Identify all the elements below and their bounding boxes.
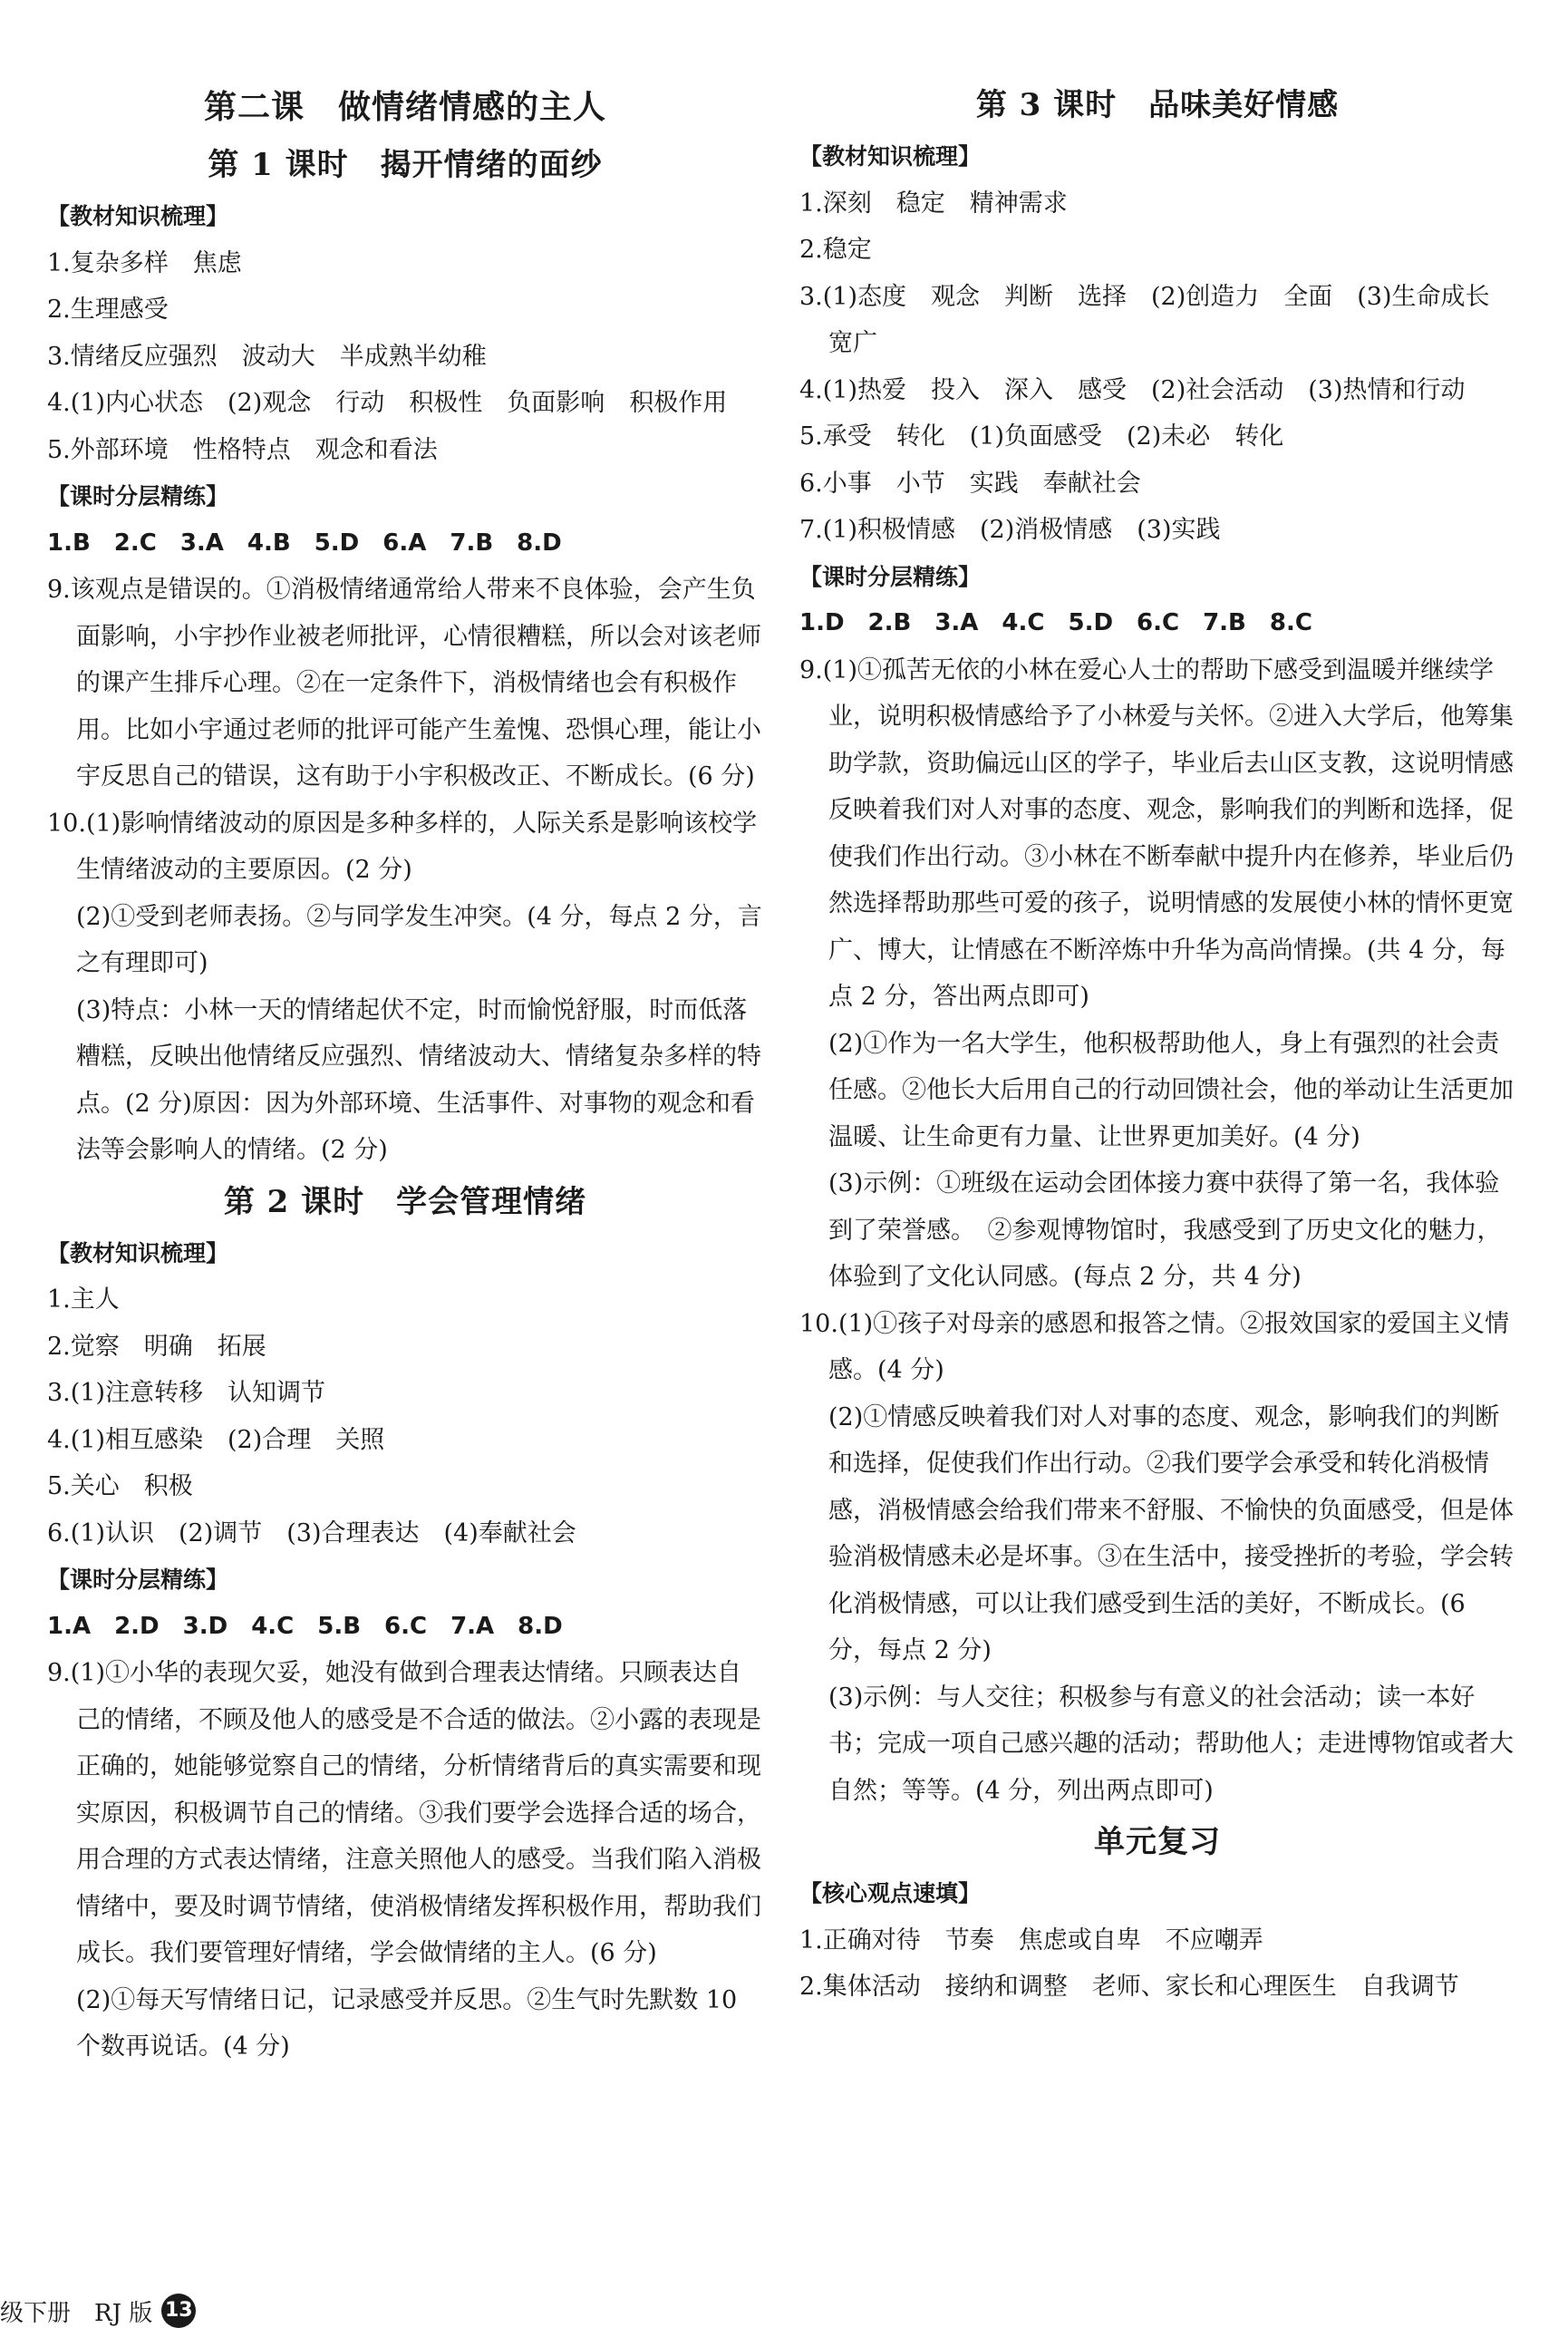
page-footer — [0, 2294, 196, 2328]
list-item: 1.正确对待 节奏 焦虑或自卑 不应嘲弄 — [799, 1925, 1263, 1955]
choice-answers: 1.D 2.B 3.A 4.C 5.D 6.C 7.B 8.C — [799, 609, 1312, 636]
list-item: 2.生理感受 — [47, 296, 169, 324]
section-heading: 【教材知识梳理】 — [47, 203, 229, 229]
page-number-badge: 13 — [161, 2294, 196, 2328]
lesson1-title: 第 1 课时 揭开情绪的面纱 — [208, 147, 603, 183]
list-item: 2.稳定 — [799, 236, 872, 264]
answer-q10-1: 10.(1)影响情绪波动的原因是多种多样的，人际关系是影响该校学生情绪波动的主要原因。(2 分) — [47, 809, 758, 884]
list-item: 1.深刻 稳定 精神需求 — [799, 189, 1068, 218]
answer-q9-1: 9.(1)①孤苦无依的小林在爱心人士的帮助下感受到温暖并继续学业，说明积极情感给予了小林爱与关怀。②进入大学后，他筹集助学款，资助偏远山区的学子，毕业后去山区支教，这说明情感反映着我们对人对事的态度、观念，影响我们的判断和选择，促使我们作出行动。③小林在不断奉献中提升内在修养，毕业后仍然选择帮助那些可爱的孩子，说明情感的发展使小林的情怀更宽广、博大，让情感在不断淬炼中升华为高尚情操。(共 4 分，每点 2 分，答出两点即可) — [799, 655, 1514, 1011]
right-column — [799, 77, 1515, 2011]
answer-q10-1: 10.(1)①孩子对母亲的感恩和报答之情。②报效国家的爱国主义情感。(4 分) — [799, 1309, 1510, 1384]
list-item: 4.(1)内心状态 (2)观念 行动 积极性 负面影响 积极作用 — [47, 389, 728, 417]
list-item: 2.集体活动 接纳和调整 老师、家长和心理医生 自我调节 — [799, 1973, 1459, 2001]
section-heading: 【课时分层精练】 — [47, 1567, 229, 1593]
list-item: 1.主人 — [47, 1285, 120, 1314]
section-heading: 【教材知识梳理】 — [47, 1239, 229, 1266]
answer-q9-2: (2)①作为一名大学生，他积极帮助他人，身上有强烈的社会责任感。②他长大后用自己的行动回馈社会，他的举动让生活更加温暖、让生命更有力量、让世界更加美好。(4 分) — [828, 1029, 1514, 1151]
section-heading: 【核心观点速填】 — [799, 1880, 982, 1906]
list-item: 4.(1)相互感染 (2)合理 关照 — [47, 1425, 385, 1454]
list-item: 1.复杂多样 焦虑 — [47, 248, 242, 277]
footer-text: 级下册 RJ 版 — [0, 2299, 153, 2327]
answer-q9-3: (3)示例：①班级在运动会团体接力赛中获得了第一名，我体验到了荣誉感。 ②参观博物馆时，我感受到了历史文化的魅力，体验到了文化认同感。(每点 2 分，共 4 分) — [828, 1169, 1502, 1291]
list-item: 5.外部环境 性格特点 观念和看法 — [47, 435, 438, 464]
list-item: 2.觉察 明确 拓展 — [47, 1332, 266, 1361]
list-item: 7.(1)积极情感 (2)消极情感 (3)实践 — [799, 516, 1221, 544]
section-heading: 【课时分层精练】 — [799, 563, 982, 590]
list-item: 3.情绪反应强烈 波动大 半成熟半幼稚 — [47, 342, 487, 371]
answer-q9-1: 9.(1)①小华的表现欠妥，她没有做到合理表达情绪。只顾表达自己的情绪，不顾及他人的感受是不合适的做法。②小露的表现是正确的，她能够觉察自己的情绪，分析情绪背后的真实需要和现实原因，积极调节自己的情绪。③我们要学会选择合适的场合，用合理的方式表达情绪，注意关照他人的感受。当我们陷入消极情绪中，要及时调节情绪，使消极情绪发挥积极作用，帮助我们成长。我们要管理好情绪，学会做情绪的主人。(6 分) — [47, 1659, 761, 1967]
list-item: 4.(1)热爱 投入 深入 感受 (2)社会活动 (3)热情和行动 — [799, 375, 1466, 404]
answer-q10-2: (2)①情感反映着我们对人对事的态度、观念，影响我们的判断和选择，促使我们作出行动。②我们要学会承受和转化消极情感，消极情感会给我们带来不舒服、不愉快的负面感受，但是体验消极情感未必是坏事。③在生活中，接受挫折的考验，学会转化消极情感，可以让我们感受到生活的美好，不断成长。(6 分，每点 2 分) — [828, 1402, 1514, 1664]
answer-q10-3: (3)特点：小林一天的情绪起伏不定，时而愉悦舒服，时而低落糟糕，反映出他情绪反应强烈、情绪波动大、情绪复杂多样的特点。(2 分)原因：因为外部环境、生活事件、对事物的观念和看法等会影响人的情绪。(2 分) — [76, 995, 761, 1164]
list-item: 5.关心 积极 — [47, 1472, 193, 1500]
choice-answers: 1.B 2.C 3.A 4.B 5.D 6.A 7.B 8.D — [47, 529, 562, 557]
section-heading: 【课时分层精练】 — [47, 483, 229, 509]
list-item: 3.(1)注意转移 认知调节 — [47, 1379, 326, 1407]
review-title: 单元复习 — [1094, 1824, 1221, 1860]
answer-q10-3: (3)示例：与人交往；积极参与有意义的社会活动；读一本好书；完成一项自己感兴趣的活动；帮助他人；走进博物馆或者大自然；等等。(4 分，列出两点即可) — [828, 1683, 1514, 1805]
lesson2-title: 第 2 课时 学会管理情绪 — [223, 1183, 587, 1220]
list-item: 3.(1)态度 观念 判断 选择 (2)创造力 全面 (3)生命成长 宽广 — [799, 282, 1515, 357]
left-column — [47, 77, 763, 2071]
answer-q10-2: (2)①受到老师表扬。②与同学发生冲突。(4 分，每点 2 分，言之有理即可) — [76, 902, 762, 977]
list-item: 6.(1)认识 (2)调节 (3)合理表达 (4)奉献社会 — [47, 1518, 576, 1547]
lesson3-title: 第 3 课时 品味美好情感 — [975, 87, 1340, 123]
list-item: 5.承受 转化 (1)负面感受 (2)未必 转化 — [799, 422, 1284, 451]
answer-q9: 9.该观点是错误的。①消极情绪通常给人带来不良体验，会产生负面影响，小宇抄作业被老师批评，心情很糟糕，所以会对该老师的课产生排斥心理。②在一定条件下，消极情绪也会有积极作用。比如小宇通过老师的批评可能产生羞愧、恐惧心理，能让小宇反思自己的错误，这有助于小宇积极改正、不断成长。(6 分) — [47, 576, 761, 791]
choice-answers: 1.A 2.D 3.D 4.C 5.B 6.C 7.A 8.D — [47, 1612, 563, 1640]
section-heading: 【教材知识梳理】 — [799, 143, 982, 170]
list-item: 6.小事 小节 实践 奉献社会 — [799, 469, 1141, 498]
lesson-title: 第二课 做情绪情感的主人 — [203, 88, 606, 126]
answer-q9-2: (2)①每天写情绪日记，记录感受并反思。②生气时先默数 10 个数再说话。(4 分) — [76, 1985, 738, 2061]
